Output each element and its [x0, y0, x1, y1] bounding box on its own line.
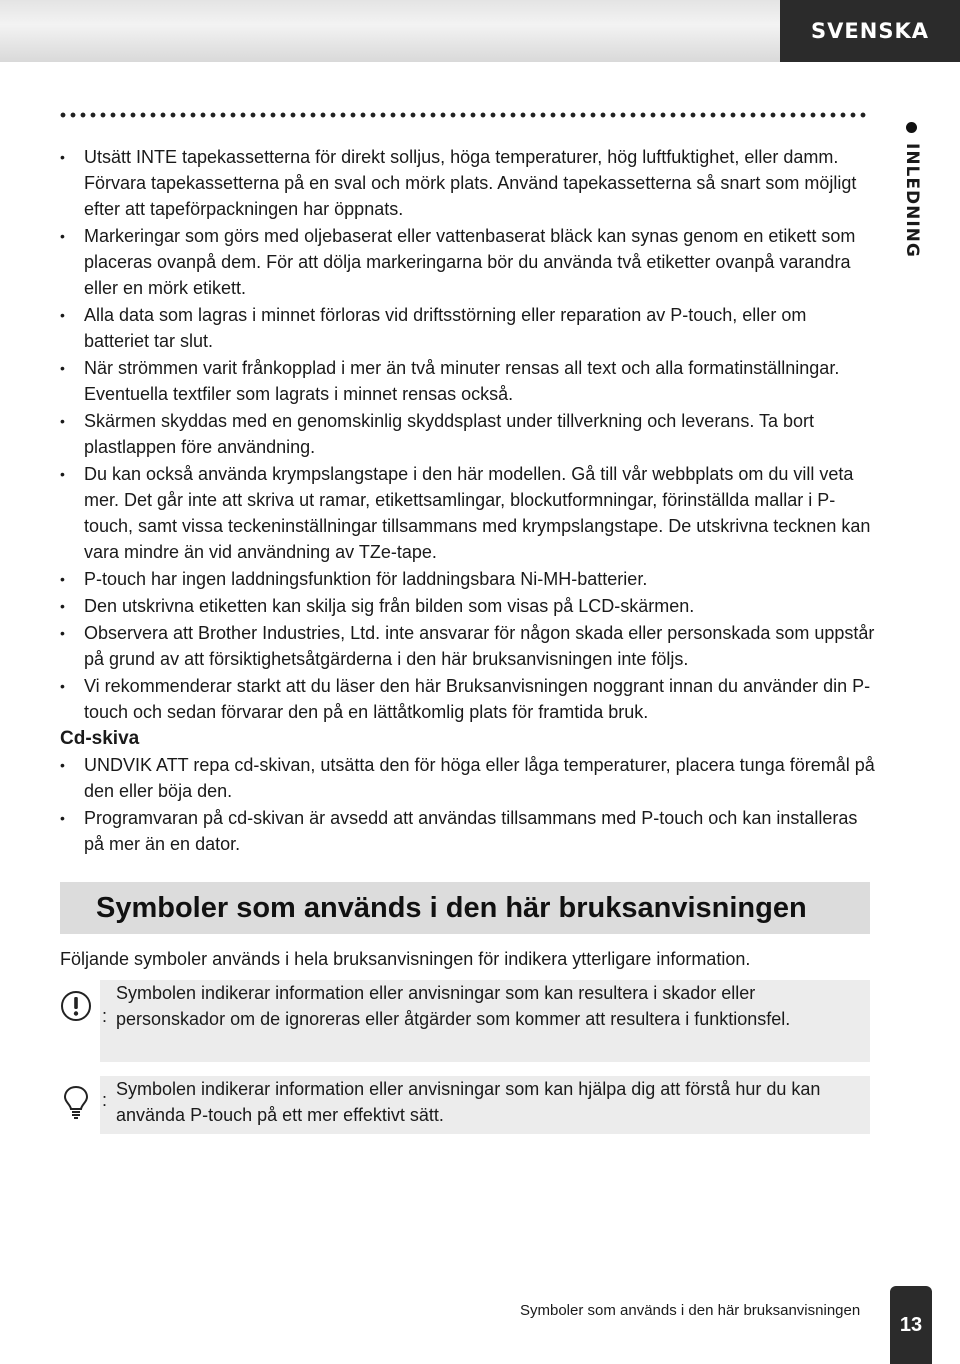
list-item: • Utsätt INTE tapekassetterna för direkt solljus, höga temperaturer, hög luftfuktighet, eller damm. Förvara tapekassetterna på en sval och mörk plats. Använd tapekassetterna så snart som möjligt efter att tapeförpackningen har öppnats. — [60, 144, 875, 222]
precautions-list — [60, 144, 875, 725]
cd-list — [60, 752, 875, 857]
list-item: • Markeringar som görs med oljebaserat eller vattenbaserat bläck kan synas genom en etikett som placeras ovanpå dem. För att dölja markeringarna bör du använda två etiketter ovanpå varandra eller en mörk etikett. — [60, 223, 875, 301]
list-item: • Vi rekommenderar starkt att du läser den här Bruksanvisningen noggrant innan du använder din P-touch och sedan förvarar den på en lättåtkomlig plats för framtida bruk. — [60, 673, 875, 725]
section-title-box — [60, 882, 870, 934]
dotted-separator — [58, 110, 870, 120]
list-item: • Programvaran på cd-skivan är avsedd att användas tillsammans med P-touch och kan installeras på mer än en dator. — [60, 805, 875, 857]
list-item: • Skärmen skyddas med en genomskinlig skyddsplast under tillverkning och leverans. Ta bort plastlappen före användning. — [60, 408, 875, 460]
symbol-colon: : — [102, 1006, 108, 1026]
symbol-description: Symbolen indikerar information eller anvisningar som kan resultera i skador eller personskador om de ignoreras eller åtgärder som kommer att resultera i funktionsfel. — [116, 983, 791, 1029]
tip-lightbulb-icon — [60, 1084, 92, 1116]
warning-icon — [60, 990, 92, 1022]
symbol-description-box — [100, 980, 870, 1062]
bullet-dot-icon — [907, 122, 918, 133]
language-tab: SVENSKA — [780, 0, 960, 62]
symbol-description: Symbolen indikerar information eller anvisningar som kan hjälpa dig att förstå hur du kan använda P-touch på ett mer effektivt sätt. — [116, 1079, 821, 1125]
list-item: • Du kan också använda krympslangstape i den här modellen. Gå till vår webbplats om du vill veta mer. Det går inte att skriva ut ramar, etikettsamlingar, blockutformningar, förinställda mallar i P-touch, samt vissa teckeninställningar tillsammans med krympslangstape. De utskrivna tecknen kan vara mindre än vid användning av TZe-tape. — [60, 461, 875, 565]
section-title: Symboler som används i den här bruksanvisningen — [96, 891, 807, 924]
symbol-row-warning — [60, 980, 870, 1062]
page-number: 13 — [890, 1286, 932, 1364]
main-content — [60, 144, 875, 858]
list-item: • Observera att Brother Industries, Ltd. inte ansvarar för någon skada eller personskada som uppstår på grund av att försiktighetsåtgärderna i den här bruksanvisningen inte följs. — [60, 620, 875, 672]
header-bar — [0, 0, 780, 62]
cd-heading: Cd-skiva — [60, 728, 140, 749]
list-item: • UNDVIK ATT repa cd-skivan, utsätta den för höga eller låga temperaturer, placera tunga föremål på den eller böja den. — [60, 752, 875, 804]
side-label-text: INLEDNING — [902, 143, 922, 258]
list-item: • När strömmen varit frånkopplad i mer än två minuter rensas all text och alla formatinställningar. Eventuella textfiler som lagrats i minnet rensas också. — [60, 355, 875, 407]
side-section-label — [896, 122, 926, 258]
list-item: • P-touch har ingen laddningsfunktion för laddningsbara Ni-MH-batterier. — [60, 566, 875, 592]
list-item: • Alla data som lagras i minnet förloras vid driftsstörning eller reparation av P-touch, eller om batteriet tar slut. — [60, 302, 875, 354]
symbol-description-box — [100, 1076, 870, 1134]
symbol-colon: : — [102, 1090, 108, 1110]
footer-section-name: Symboler som används i den här bruksanvisningen — [520, 1302, 861, 1319]
section-intro: Följande symboler används i hela bruksanvisningen för indikera ytterligare information. — [60, 949, 751, 969]
symbol-row-tip — [60, 1076, 870, 1134]
list-item: • Den utskrivna etiketten kan skilja sig från bilden som visas på LCD-skärmen. — [60, 593, 875, 619]
